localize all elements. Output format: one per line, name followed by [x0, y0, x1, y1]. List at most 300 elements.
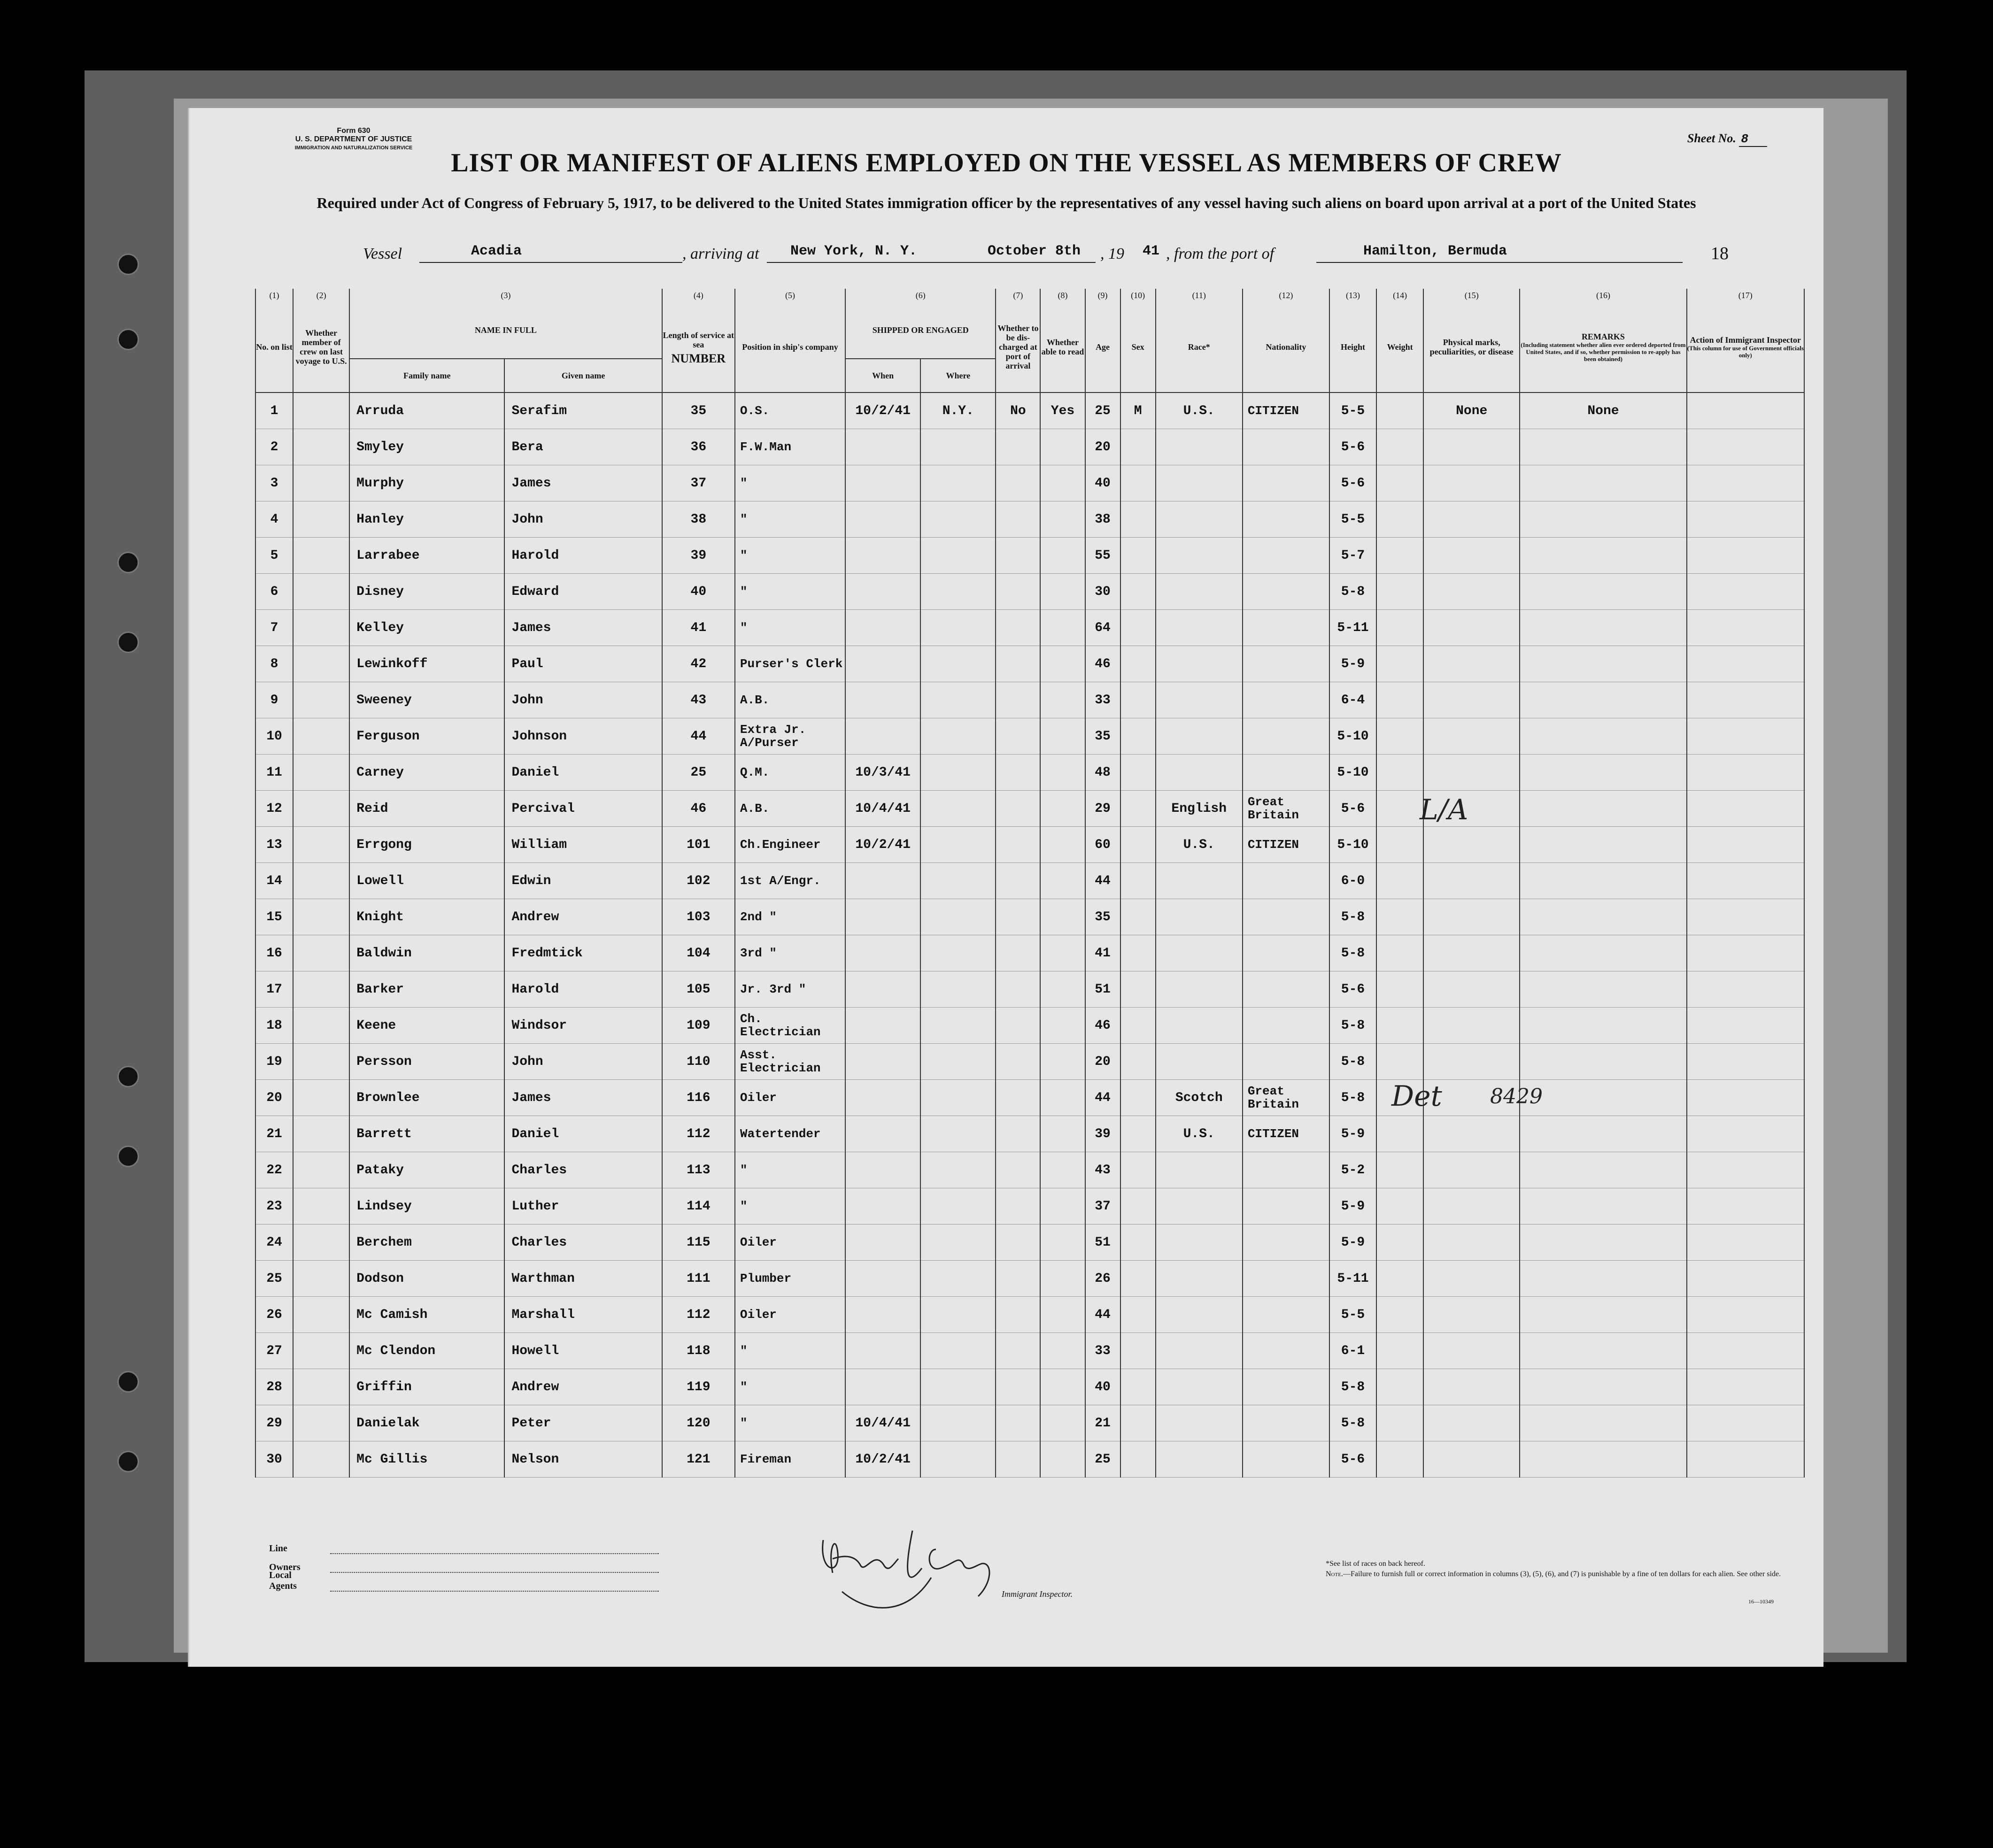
race-cell — [1156, 935, 1243, 971]
member-last-voyage-cell — [293, 1080, 349, 1116]
sex-cell — [1120, 1405, 1156, 1441]
row-number-cell: 16 — [255, 935, 293, 971]
race-cell — [1156, 1152, 1243, 1188]
length-of-service-label: Length of service at sea — [663, 331, 734, 349]
position-cell: " — [735, 501, 845, 538]
physical-marks-cell — [1423, 1152, 1520, 1188]
position-cell: Oiler — [735, 1224, 845, 1261]
race-cell — [1156, 1008, 1243, 1044]
service-number-cell: 36 — [662, 429, 735, 465]
header-weight: Weight — [1376, 302, 1423, 393]
weight-cell — [1376, 1008, 1423, 1044]
to-be-discharged-cell — [996, 1044, 1040, 1080]
shipped-when-cell: 10/3/41 — [845, 755, 920, 791]
header-sex: Sex — [1120, 302, 1156, 393]
inspector-action-cell — [1687, 827, 1804, 863]
remarks-cell — [1520, 574, 1686, 610]
table-row — [255, 465, 1804, 501]
able-to-read-cell — [1040, 574, 1085, 610]
position-cell: " — [735, 1333, 845, 1369]
race-cell — [1156, 1044, 1243, 1080]
nationality-cell — [1243, 1008, 1329, 1044]
column-numbers-row — [255, 289, 1804, 302]
column-number: (2) — [293, 289, 349, 302]
remarks-cell — [1520, 1405, 1686, 1441]
action-label: Action of Immigrant Inspector — [1690, 335, 1801, 345]
row-number-cell: 11 — [255, 755, 293, 791]
inspector-action-cell — [1687, 1405, 1804, 1441]
remarks-cell — [1520, 1008, 1686, 1044]
remarks-cell — [1520, 827, 1686, 863]
shipped-where-cell — [920, 1261, 996, 1297]
member-last-voyage-cell — [293, 899, 349, 935]
inspector-action-cell — [1687, 465, 1804, 501]
family-name-cell: Errgong — [349, 827, 504, 863]
able-to-read-cell — [1040, 791, 1085, 827]
able-to-read-cell — [1040, 610, 1085, 646]
age-cell: 44 — [1085, 1080, 1120, 1116]
arrival-date: October 8th — [988, 243, 1081, 259]
shipped-when-cell — [845, 1080, 920, 1116]
agents-field — [269, 1570, 659, 1592]
position-cell: " — [735, 465, 845, 501]
nationality-cell — [1243, 1369, 1329, 1405]
shipped-where-cell — [920, 1116, 996, 1152]
physical-marks-cell — [1423, 682, 1520, 718]
nationality-cell — [1243, 1152, 1329, 1188]
header-family-name: Family name — [349, 359, 504, 393]
header-discharged: Whether to be dis-charged at port of arrival — [996, 302, 1040, 393]
weight-cell — [1376, 1369, 1423, 1405]
footer-fields — [269, 1535, 659, 1592]
position-cell: 2nd " — [735, 899, 845, 935]
column-number: (7) — [996, 289, 1040, 302]
row-number-cell: 8 — [255, 646, 293, 682]
remarks-cell — [1520, 465, 1686, 501]
inspector-action-cell — [1687, 1333, 1804, 1369]
remarks-cell — [1520, 646, 1686, 682]
shipped-when-cell: 10/4/41 — [845, 791, 920, 827]
shipped-where-cell — [920, 538, 996, 574]
service-number-cell: 109 — [662, 1008, 735, 1044]
shipped-when-cell — [845, 682, 920, 718]
column-number: (10) — [1120, 289, 1156, 302]
given-name-cell: John — [504, 1044, 662, 1080]
nationality-cell — [1243, 971, 1329, 1008]
service-number-cell: 38 — [662, 501, 735, 538]
remarks-cell — [1520, 863, 1686, 899]
age-cell: 33 — [1085, 682, 1120, 718]
family-name-cell: Sweeney — [349, 682, 504, 718]
table-row — [255, 971, 1804, 1008]
nationality-cell — [1243, 429, 1329, 465]
sheet-number — [1687, 131, 1767, 146]
given-name-cell: Andrew — [504, 899, 662, 935]
member-last-voyage-cell — [293, 1333, 349, 1369]
family-name-cell: Dodson — [349, 1261, 504, 1297]
shipped-where-cell — [920, 646, 996, 682]
nationality-cell — [1243, 935, 1329, 971]
sex-cell — [1120, 971, 1156, 1008]
inspector-action-cell — [1687, 1188, 1804, 1224]
table-row — [255, 393, 1804, 429]
height-cell: 5-8 — [1329, 1369, 1376, 1405]
weight-cell — [1376, 863, 1423, 899]
position-cell: F.W.Man — [735, 429, 845, 465]
height-cell: 5-9 — [1329, 646, 1376, 682]
race-cell — [1156, 1188, 1243, 1224]
remarks-cell — [1520, 899, 1686, 935]
binder-hole — [117, 1371, 139, 1393]
height-cell: 5-5 — [1329, 393, 1376, 429]
remarks-cell — [1520, 538, 1686, 574]
service-number-cell: 121 — [662, 1441, 735, 1478]
shipped-when-cell — [845, 1008, 920, 1044]
age-cell: 51 — [1085, 1224, 1120, 1261]
nationality-cell — [1243, 1261, 1329, 1297]
service-number-cell: 118 — [662, 1333, 735, 1369]
header-nationality: Nationality — [1243, 302, 1329, 393]
inspector-action-cell — [1687, 610, 1804, 646]
given-name-cell: James — [504, 465, 662, 501]
nationality-cell — [1243, 682, 1329, 718]
header-age: Age — [1085, 302, 1120, 393]
age-cell: 46 — [1085, 1008, 1120, 1044]
row-number-cell: 22 — [255, 1152, 293, 1188]
family-name-cell: Lindsey — [349, 1188, 504, 1224]
physical-marks-cell — [1423, 1333, 1520, 1369]
table-row — [255, 863, 1804, 899]
height-cell: 5-8 — [1329, 935, 1376, 971]
age-cell: 40 — [1085, 465, 1120, 501]
given-name-cell: Paul — [504, 646, 662, 682]
position-cell: Oiler — [735, 1297, 845, 1333]
shipped-where-cell — [920, 1369, 996, 1405]
able-to-read-cell — [1040, 1261, 1085, 1297]
physical-marks-cell — [1423, 863, 1520, 899]
age-cell: 25 — [1085, 1441, 1120, 1478]
page-number: 18 — [1711, 244, 1729, 263]
inspector-action-cell — [1687, 538, 1804, 574]
member-last-voyage-cell — [293, 501, 349, 538]
able-to-read-cell — [1040, 1080, 1085, 1116]
table-row — [255, 538, 1804, 574]
handwritten-la: L/A — [1420, 793, 1468, 826]
service-name: IMMIGRATION AND NATURALIZATION SERVICE — [294, 145, 413, 151]
nationality-cell — [1243, 538, 1329, 574]
nationality-cell: CITIZEN — [1243, 1116, 1329, 1152]
to-be-discharged-cell — [996, 574, 1040, 610]
sex-cell — [1120, 1224, 1156, 1261]
race-cell: U.S. — [1156, 393, 1243, 429]
family-name-cell: Reid — [349, 791, 504, 827]
table-row — [255, 682, 1804, 718]
race-cell: Scotch — [1156, 1080, 1243, 1116]
sex-cell — [1120, 1152, 1156, 1188]
nationality-cell — [1243, 501, 1329, 538]
inspector-action-cell — [1687, 1441, 1804, 1478]
column-number: (4) — [662, 289, 735, 302]
service-number-cell: 116 — [662, 1080, 735, 1116]
shipped-when-cell — [845, 501, 920, 538]
able-to-read-cell — [1040, 682, 1085, 718]
race-cell — [1156, 899, 1243, 935]
able-to-read-cell — [1040, 646, 1085, 682]
to-be-discharged-cell — [996, 1261, 1040, 1297]
member-last-voyage-cell — [293, 1188, 349, 1224]
given-name-cell: Bera — [504, 429, 662, 465]
age-cell: 33 — [1085, 1333, 1120, 1369]
header-position: Position in ship's company — [735, 302, 845, 393]
sex-cell — [1120, 718, 1156, 755]
inspector-label: Immigrant Inspector. — [1002, 1589, 1073, 1599]
height-cell: 5-8 — [1329, 1008, 1376, 1044]
sex-cell — [1120, 646, 1156, 682]
nationality-cell — [1243, 1405, 1329, 1441]
age-cell: 44 — [1085, 1297, 1120, 1333]
service-number-cell: 103 — [662, 899, 735, 935]
shipped-where-cell — [920, 1008, 996, 1044]
service-number-cell: 102 — [662, 863, 735, 899]
remarks-note: (Including statement whether alien ever ordered deported from United States, and if so, whether permission to re-apply has been obtained) — [1521, 341, 1686, 362]
shipped-where-cell — [920, 1333, 996, 1369]
given-name-cell: Charles — [504, 1224, 662, 1261]
able-to-read-cell — [1040, 465, 1085, 501]
nationality-cell — [1243, 646, 1329, 682]
row-number-cell: 4 — [255, 501, 293, 538]
given-name-cell: John — [504, 501, 662, 538]
shipped-when-cell — [845, 1152, 920, 1188]
position-cell: Jr. 3rd " — [735, 971, 845, 1008]
nationality-cell: CITIZEN — [1243, 827, 1329, 863]
family-name-cell: Carney — [349, 755, 504, 791]
sex-cell — [1120, 1008, 1156, 1044]
row-number-cell: 30 — [255, 1441, 293, 1478]
race-cell — [1156, 1441, 1243, 1478]
form-number: Form 630 — [337, 127, 371, 135]
race-cell — [1156, 863, 1243, 899]
family-name-cell: Berchem — [349, 1224, 504, 1261]
service-number-cell: 35 — [662, 393, 735, 429]
able-to-read-cell: Yes — [1040, 393, 1085, 429]
member-last-voyage-cell — [293, 1297, 349, 1333]
weight-cell — [1376, 1224, 1423, 1261]
remarks-cell — [1520, 755, 1686, 791]
family-name-cell: Hanley — [349, 501, 504, 538]
inspector-action-cell — [1687, 1008, 1804, 1044]
shipped-when-cell — [845, 465, 920, 501]
nationality-cell — [1243, 1441, 1329, 1478]
weight-cell — [1376, 1441, 1423, 1478]
physical-marks-cell — [1423, 827, 1520, 863]
able-to-read-cell — [1040, 827, 1085, 863]
given-name-cell: James — [504, 1080, 662, 1116]
age-cell: 64 — [1085, 610, 1120, 646]
to-be-discharged-cell — [996, 755, 1040, 791]
row-number-cell: 10 — [255, 718, 293, 755]
to-be-discharged-cell — [996, 682, 1040, 718]
binder-hole — [117, 1451, 139, 1472]
given-name-cell: John — [504, 682, 662, 718]
department-name: U. S. DEPARTMENT OF JUSTICE — [295, 135, 412, 143]
row-number-cell: 7 — [255, 610, 293, 646]
family-name-cell: Arruda — [349, 393, 504, 429]
table-row — [255, 1188, 1804, 1224]
able-to-read-cell — [1040, 1008, 1085, 1044]
weight-cell — [1376, 1188, 1423, 1224]
inspector-action-cell — [1687, 429, 1804, 465]
given-name-cell: Johnson — [504, 718, 662, 755]
weight-cell — [1376, 429, 1423, 465]
shipped-where-cell — [920, 429, 996, 465]
physical-marks-cell — [1423, 646, 1520, 682]
position-cell: Ch.Engineer — [735, 827, 845, 863]
height-cell: 5-6 — [1329, 429, 1376, 465]
binder-hole — [117, 631, 139, 653]
sex-cell — [1120, 863, 1156, 899]
to-be-discharged-cell — [996, 971, 1040, 1008]
weight-cell — [1376, 1297, 1423, 1333]
header-when: When — [845, 359, 920, 393]
nationality-cell — [1243, 1333, 1329, 1369]
vessel-name: Acadia — [471, 243, 522, 259]
height-cell: 5-11 — [1329, 610, 1376, 646]
race-cell — [1156, 429, 1243, 465]
weight-cell — [1376, 935, 1423, 971]
service-number-cell: 115 — [662, 1224, 735, 1261]
to-be-discharged-cell — [996, 1297, 1040, 1333]
age-cell: 30 — [1085, 574, 1120, 610]
inspector-action-cell — [1687, 393, 1804, 429]
row-number-cell: 15 — [255, 899, 293, 935]
shipped-where-cell — [920, 501, 996, 538]
column-number: (6) — [845, 289, 996, 302]
given-name-cell: Daniel — [504, 1116, 662, 1152]
sex-cell — [1120, 827, 1156, 863]
weight-cell — [1376, 1116, 1423, 1152]
weight-cell — [1376, 827, 1423, 863]
able-to-read-cell — [1040, 1152, 1085, 1188]
fine-note — [1326, 1569, 1842, 1579]
to-be-discharged-cell — [996, 429, 1040, 465]
sex-cell — [1120, 1333, 1156, 1369]
table-row — [255, 1008, 1804, 1044]
table-row — [255, 429, 1804, 465]
member-last-voyage-cell — [293, 971, 349, 1008]
sex-cell — [1120, 935, 1156, 971]
family-name-cell: Larrabee — [349, 538, 504, 574]
binder-hole — [117, 254, 139, 275]
shipped-where-cell — [920, 863, 996, 899]
nationality-cell — [1243, 1297, 1329, 1333]
to-be-discharged-cell — [996, 610, 1040, 646]
table-row — [255, 1369, 1804, 1405]
shipped-when-cell — [845, 538, 920, 574]
table-row — [255, 1405, 1804, 1441]
row-number-cell: 18 — [255, 1008, 293, 1044]
column-number: (8) — [1040, 289, 1085, 302]
position-cell: " — [735, 574, 845, 610]
sex-cell — [1120, 538, 1156, 574]
service-number-cell: 119 — [662, 1369, 735, 1405]
page-subtitle: Required under Act of Congress of February 5, 1917, to be delivered to the United States immigration officer by the representatives of any vessel having such aliens on board upon arrival at a port of the United States — [317, 194, 1696, 211]
height-cell: 6-4 — [1329, 682, 1376, 718]
age-cell: 25 — [1085, 393, 1120, 429]
form-code: 16—10349 — [1748, 1598, 1774, 1605]
remarks-cell — [1520, 1188, 1686, 1224]
age-cell: 38 — [1085, 501, 1120, 538]
agents-label: Local Agents — [269, 1570, 297, 1591]
column-number: (16) — [1520, 289, 1686, 302]
able-to-read-cell — [1040, 1116, 1085, 1152]
header-race: Race* — [1156, 302, 1243, 393]
remarks-cell — [1520, 1152, 1686, 1188]
able-to-read-cell — [1040, 899, 1085, 935]
shipped-when-cell — [845, 863, 920, 899]
race-cell — [1156, 682, 1243, 718]
physical-marks-cell — [1423, 1224, 1520, 1261]
inspector-action-cell — [1687, 899, 1804, 935]
height-cell: 5-8 — [1329, 1080, 1376, 1116]
table-row — [255, 827, 1804, 863]
given-name-cell: Serafim — [504, 393, 662, 429]
physical-marks-cell — [1423, 1188, 1520, 1224]
weight-cell — [1376, 538, 1423, 574]
race-cell — [1156, 574, 1243, 610]
age-cell: 51 — [1085, 971, 1120, 1008]
age-cell: 35 — [1085, 899, 1120, 935]
inspector-action-cell — [1687, 791, 1804, 827]
race-cell — [1156, 465, 1243, 501]
height-cell: 5-7 — [1329, 538, 1376, 574]
table-row — [255, 646, 1804, 682]
remarks-label: REMARKS — [1581, 331, 1625, 341]
given-name-cell: Marshall — [504, 1297, 662, 1333]
member-last-voyage-cell — [293, 791, 349, 827]
position-cell: O.S. — [735, 393, 845, 429]
shipped-where-cell — [920, 827, 996, 863]
family-name-cell: Mc Clendon — [349, 1333, 504, 1369]
age-cell: 39 — [1085, 1116, 1120, 1152]
remarks-cell — [1520, 1044, 1686, 1080]
shipped-when-cell — [845, 1297, 920, 1333]
row-number-cell: 21 — [255, 1116, 293, 1152]
height-cell: 5-6 — [1329, 971, 1376, 1008]
member-last-voyage-cell — [293, 863, 349, 899]
physical-marks-cell — [1423, 718, 1520, 755]
shipped-when-cell: 10/2/41 — [845, 1441, 920, 1478]
race-cell: English — [1156, 791, 1243, 827]
number-label: NUMBER — [671, 352, 726, 365]
member-last-voyage-cell — [293, 574, 349, 610]
age-cell: 35 — [1085, 718, 1120, 755]
service-number-cell: 43 — [662, 682, 735, 718]
to-be-discharged-cell: No — [996, 393, 1040, 429]
weight-cell — [1376, 755, 1423, 791]
binder-hole — [117, 1146, 139, 1167]
family-name-cell: Persson — [349, 1044, 504, 1080]
service-number-cell: 40 — [662, 574, 735, 610]
row-number-cell: 27 — [255, 1333, 293, 1369]
line-label: Line — [269, 1543, 287, 1554]
remarks-cell — [1520, 1080, 1686, 1116]
header-action — [1687, 302, 1804, 393]
inspector-signature — [814, 1521, 1011, 1615]
crew-manifest-table — [255, 289, 1805, 1478]
column-number: (17) — [1687, 289, 1804, 302]
member-last-voyage-cell — [293, 1441, 349, 1478]
family-name-cell: Pataky — [349, 1152, 504, 1188]
